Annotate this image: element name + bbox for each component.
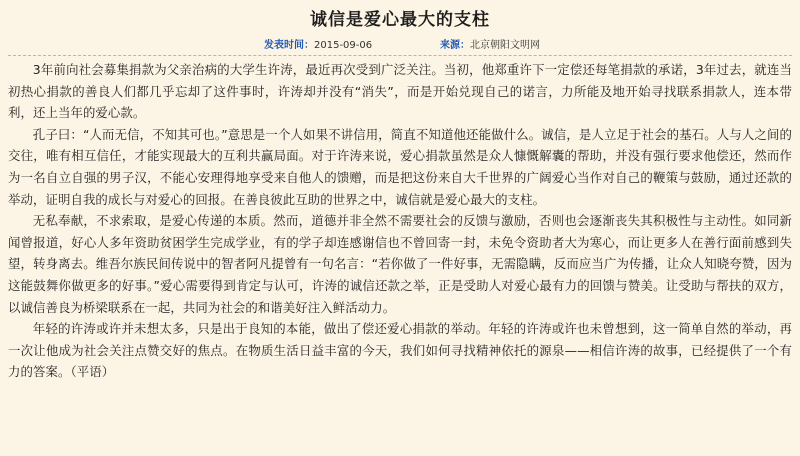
publish-label: 发表时间：: [264, 40, 314, 51]
source-name: 北京朝阳文明网: [470, 40, 540, 51]
article-paragraph: 3年前向社会募集捐款为父亲治病的大学生许涛，最近再次受到广泛关注。当初，他郑重许下一定偿还每笔捐款的承诺，3年过去，就连当初热心捐款的善良人们都几乎忘却了这件事时，许涛却并没有“消失”，而是开始兑现自己的诺言，力所能及地开始寻找联系捐款人，连本带利，还上当年的爱心款。: [8, 62, 792, 121]
article-paragraph: 孔子曰：“人而无信，不知其可也。”意思是一个人如果不讲信用，简直不知道他还能做什么。诚信，是人立足于社会的基石。人与人之间的交往，唯有相互信任，才能实现最大的互利共赢局面。对于许涛来说，爱心捐款虽然是众人慷慨解囊的帮助，并没有强行要求他偿还，然而作为一名自立自强的男子汉，不能心安理得地享受来自他人的馈赠，而是把这份来自大千世界的广阔爱心当作对自己的鞭策与鼓励，通过还款的举动，证明自我的成长与对爱心的回报。在善良彼此互助的世界之中，诚信就是爱心最大的支柱。: [8, 126, 792, 207]
article-title: 诚信是爱心最大的支柱: [310, 10, 490, 30]
meta-divider: [8, 55, 792, 56]
publish-info: [264, 39, 372, 53]
source-label: 来源：: [440, 40, 470, 51]
article-paragraph: 年轻的许涛或许并未想太多，只是出于良知的本能，做出了偿还爱心捐款的举动。年轻的许涛或许也未曾想到，这一简单自然的举动，再一次让他成为社会关注点赞交好的焦点。在物质生活日益丰富的今天，我们如何寻找精神依托的源泉——相信许涛的故事，已经提供了一个有力的答案。（平语）: [8, 321, 792, 380]
article-body: [8, 59, 792, 383]
source-info: [440, 39, 540, 53]
article-paragraph: 无私奉献，不求索取，是爱心传递的本质。然而，道德并非全然不需要社会的反馈与激励，否则也会逐渐丧失其积极性与主动性。如同新闻曾报道，好心人多年资助贫困学生完成学业，有的学子却连感谢信也不曾回寄一封，未免令资助者大为寒心，而让更多人在善行面前感到失望，转身离去。维吾尔族民间传说中的智者阿凡提曾有一句名言：“若你做了一件好事，无需隐瞒，反而应当广为传播，让众人知晓夸赞，因为这能鼓舞你做更多的好事。”爱心需要得到肯定与认可，许涛的诚信还款之举，正是受助人对爱心最有力的回馈与赞美。让受助与帮扶的双方，以诚信善良为桥梁联系在一起，共同为社会的和谐美好注入鲜活动力。: [8, 213, 792, 315]
publish-date: 2015-09-06: [314, 40, 373, 51]
article-meta: [8, 39, 792, 53]
